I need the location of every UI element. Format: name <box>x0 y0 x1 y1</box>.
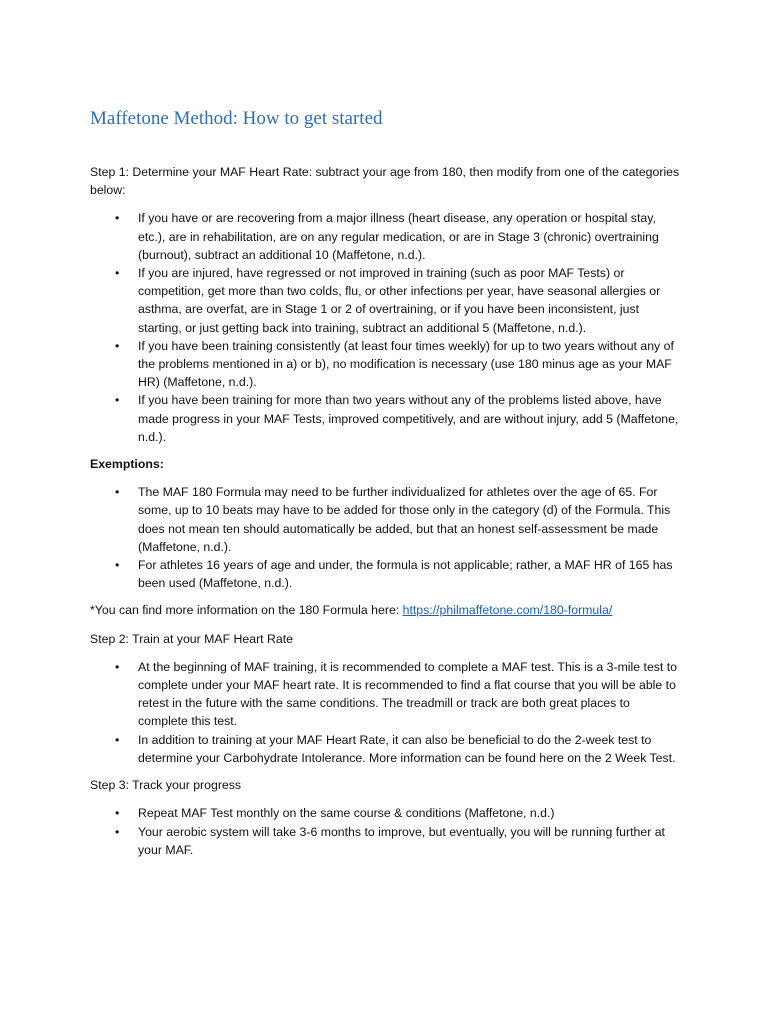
list-item <box>90 556 680 592</box>
list-item <box>90 731 680 767</box>
step2-heading: Step 2: Train at your MAF Heart Rate <box>90 631 293 646</box>
list-item <box>90 264 680 337</box>
bullet-icon: • <box>115 732 120 747</box>
list-item-text: At the beginning of MAF training, it is recommended to complete a MAF test. This is a 3-mile test to complete under your MAF heart rate. It is recommended to find a flat course that you will be able to retest in the future with the same conditions. The treadmill or track are both great places to complete this test. <box>138 659 678 729</box>
list-item <box>90 823 680 859</box>
list-item-text: The MAF 180 Formula may need to be further individualized for athletes over the age of 65. For some, up to 10 beats may have to be added for those only in the category (d) of the Formula. This does not mean ten should automatically be added, but that an honest self-assessment be made (Maffetone, n.d.). <box>138 485 671 554</box>
bullet-icon: • <box>115 393 120 408</box>
step1-list <box>90 209 680 446</box>
list-item-text: If you are injured, have regressed or not improved in training (such as poor MAF Tests) or competition, get more than two colds, flu, or other infections per year, have seasonal allergies or asthma, are overfat, are in Stage 1 or 2 of overtraining, or if you have been inconsistent, just starting, or just getting back into training, subtract an additional 5 (Maffetone, n.d.). <box>138 266 661 335</box>
step1-intro: Step 1: Determine your MAF Heart Rate: subtract your age from 180, then modify from one of the categories below: <box>90 165 680 198</box>
bullet-icon: • <box>115 266 120 281</box>
document-title: Maffetone Method: How to get started <box>90 108 383 129</box>
step3-list <box>90 804 680 859</box>
step3-heading: Step 3: Track your progress <box>90 778 242 793</box>
list-item <box>90 804 680 822</box>
list-item-text: If you have or are recovering from a major illness (heart disease, any operation or hospital stay, etc.), are in rehabilitation, are on any regular medication, or are in Stage 3 (chronic) overtraining (burnout), subtract an additional 10 (Maffetone, n.d.). <box>138 211 659 262</box>
bullet-icon: • <box>115 824 120 839</box>
bullet-icon: • <box>115 338 120 353</box>
bullet-icon: • <box>115 806 120 821</box>
list-item-text: Your aerobic system will take 3-6 months to improve, but eventually, you will be running further at your MAF. <box>138 824 665 857</box>
list-item <box>90 391 680 446</box>
more-info-paragraph <box>90 601 680 619</box>
list-item <box>90 209 680 264</box>
list-item-text: If you have been training for more than two years without any of the problems listed above, have made progress in your MAF Tests, improved competitively, and are without injury, add 5 (Maffetone, n.d.). <box>138 393 679 444</box>
exemptions-heading: Exemptions: <box>90 457 164 472</box>
bullet-icon: • <box>115 485 120 500</box>
list-item-text: In addition to training at your MAF Heart Rate, it can also be beneficial to do the 2-week test to determine your Carbohydrate Intolerance. More information can be found here on the 2 Week Test. <box>138 732 676 765</box>
bullet-icon: • <box>115 659 120 674</box>
list-item-text: If you have been training consistently (at least four times weekly) for up to two years without any of the problems mentioned in a) or b), no modification is necessary (use 180 minus age as your MAF HR) (Maffetone, n.d.). <box>138 338 674 390</box>
document-body <box>90 163 680 859</box>
bullet-icon: • <box>115 558 120 573</box>
list-item <box>90 483 680 556</box>
bullet-icon: • <box>115 211 120 226</box>
list-item <box>90 658 680 731</box>
list-item <box>90 337 680 392</box>
more-info-text: *You can find more information on the 180 Formula here: <box>90 603 403 618</box>
list-item-text: Repeat MAF Test monthly on the same course & conditions (Maffetone, n.d.) <box>138 806 555 821</box>
list-item-text: For athletes 16 years of age and under, the formula is not applicable; rather, a MAF HR of 165 has been used (Maffetone, n.d.). <box>138 558 673 591</box>
step2-list <box>90 658 680 767</box>
formula-link[interactable]: https://philmaffetone.com/180-formula/ <box>402 603 613 618</box>
exemptions-list <box>90 483 680 592</box>
